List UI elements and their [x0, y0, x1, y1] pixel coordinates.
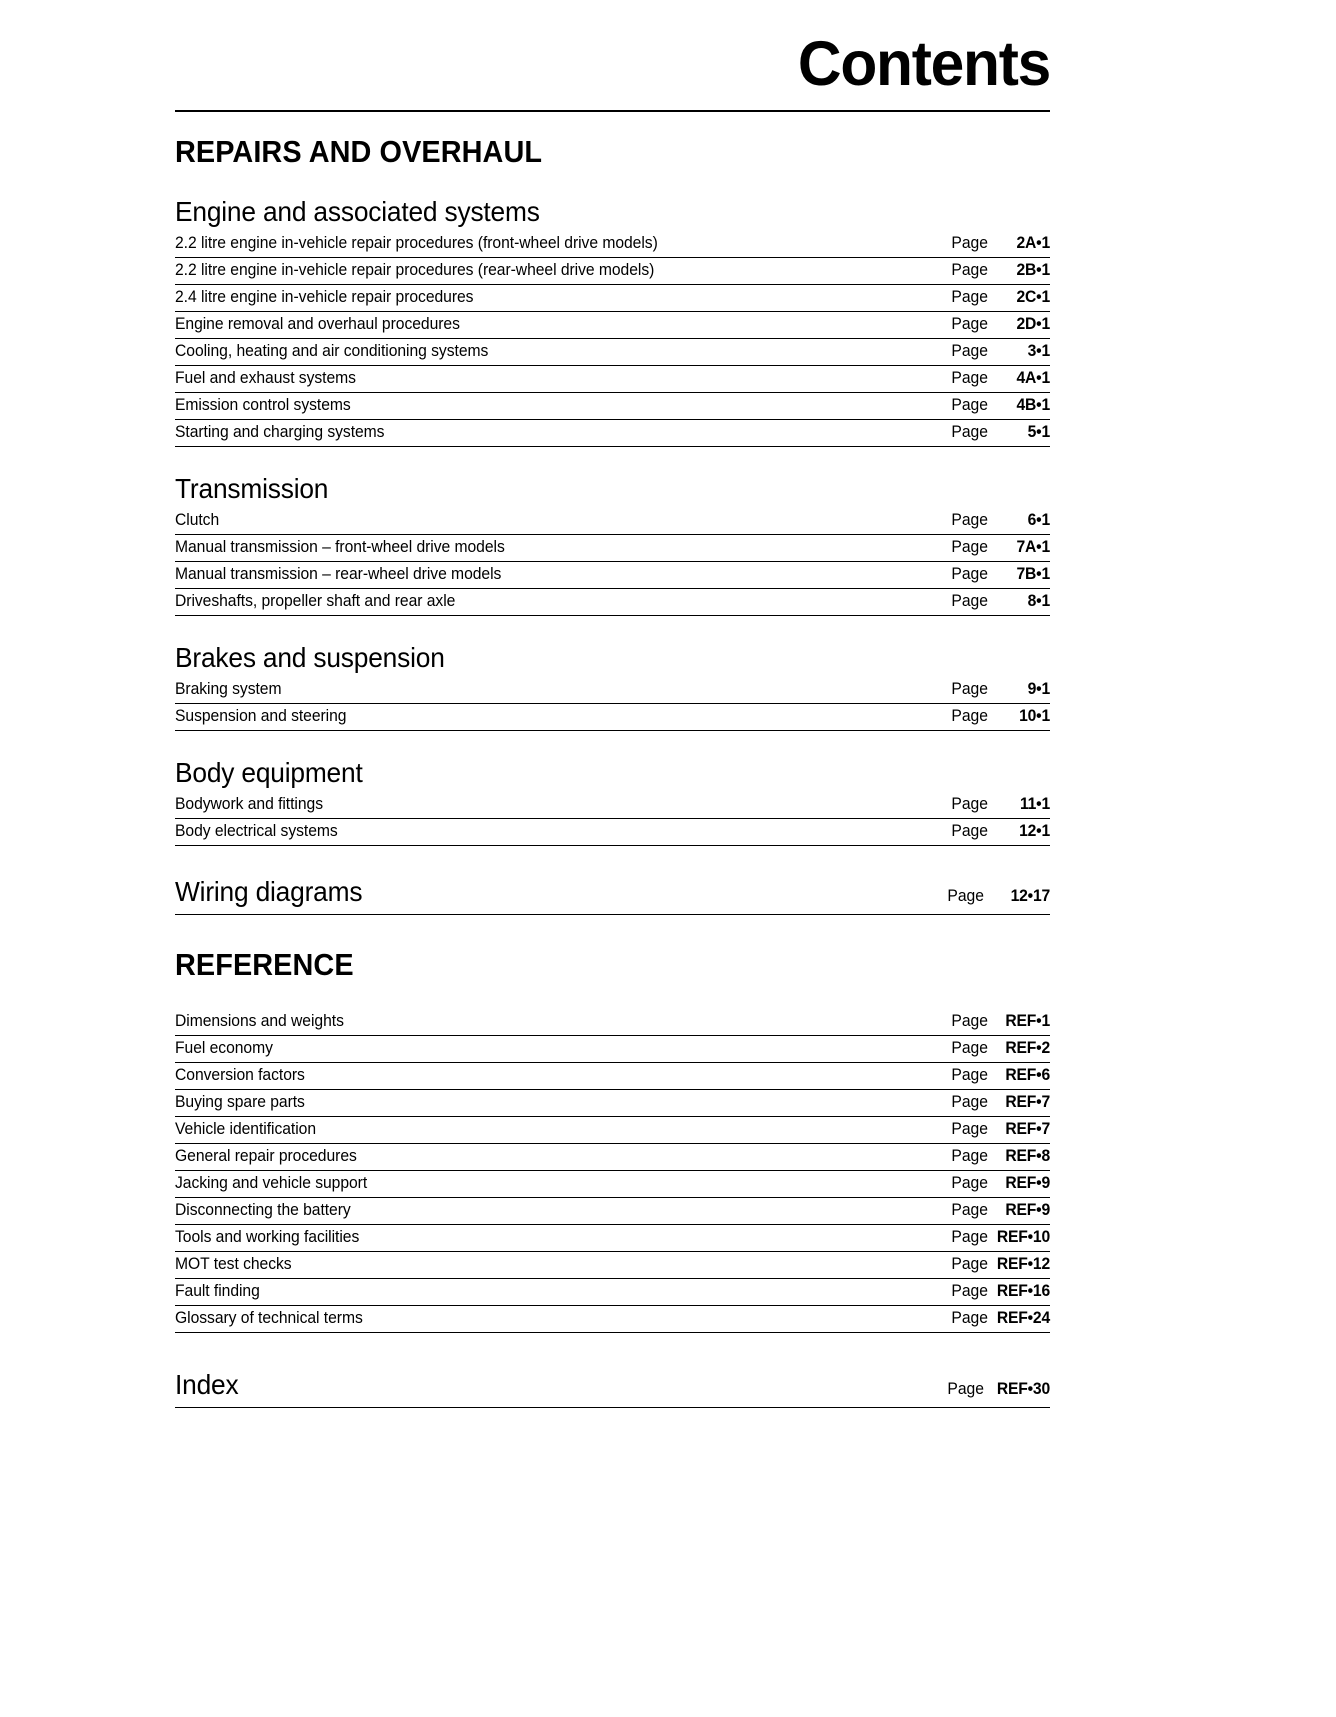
entry-label: Index	[175, 1368, 239, 1400]
entry-page	[932, 1380, 1050, 1399]
entry-divider	[175, 1407, 1050, 1408]
page-code: 12•17	[1010, 886, 1050, 905]
entry-label: Clutch	[175, 510, 220, 529]
entry-page	[932, 707, 1050, 726]
group-engine-and-associated-systems	[175, 196, 1050, 447]
entry-label: Fault finding	[175, 1281, 260, 1300]
page-word: Page	[951, 1038, 988, 1057]
entry-label: MOT test checks	[175, 1254, 292, 1273]
page-code: 4B•1	[1016, 395, 1050, 414]
entry-page	[932, 315, 1050, 334]
toc-entry[interactable]	[175, 1171, 1050, 1198]
toc-entry[interactable]	[175, 231, 1050, 258]
entry-page	[932, 1039, 1050, 1058]
entry-label: Suspension and steering	[175, 706, 347, 725]
entry-label: Disconnecting the battery	[175, 1200, 351, 1219]
page-code: REF•16	[996, 1281, 1050, 1300]
entry-page	[932, 592, 1050, 611]
page-code: REF•12	[996, 1254, 1050, 1273]
entry-page	[932, 538, 1050, 557]
entry-page	[932, 423, 1050, 442]
entry-label: Vehicle identification	[175, 1119, 317, 1138]
page-code: REF•24	[996, 1308, 1050, 1327]
section-reference	[175, 947, 1050, 1408]
entry-label: Starting and charging systems	[175, 422, 385, 441]
entry-page	[932, 1147, 1050, 1166]
page-code: REF•9	[1005, 1173, 1050, 1192]
page-word: Page	[951, 1092, 988, 1111]
group-heading: Brakes and suspension	[175, 641, 445, 673]
entry-label: Fuel and exhaust systems	[175, 368, 356, 387]
toc-entry[interactable]	[175, 819, 1050, 846]
entry-label: Body electrical systems	[175, 821, 338, 840]
group-heading: Transmission	[175, 472, 329, 504]
toc-entry[interactable]	[175, 535, 1050, 562]
page-code: REF•2	[1005, 1038, 1050, 1057]
toc-entry[interactable]	[175, 258, 1050, 285]
page-code: REF•10	[996, 1227, 1050, 1246]
entry-page	[932, 511, 1050, 530]
page-code: 6•1	[1027, 510, 1050, 529]
entry-label: Glossary of technical terms	[175, 1308, 363, 1327]
page-code: 12•1	[1019, 821, 1050, 840]
entry-page	[932, 1120, 1050, 1139]
page-word: Page	[951, 1227, 988, 1246]
entry-label: Engine removal and overhaul procedures	[175, 314, 460, 333]
toc-entry[interactable]	[175, 420, 1050, 447]
entry-label: Manual transmission – rear-wheel drive models	[175, 564, 502, 583]
toc-entry[interactable]	[175, 1306, 1050, 1333]
group-body-equipment	[175, 757, 1050, 846]
page-code: 2A•1	[1016, 233, 1050, 252]
entry-page	[932, 795, 1050, 814]
group-brakes-and-suspension	[175, 642, 1050, 731]
entry-label: Cooling, heating and air conditioning systems	[175, 341, 489, 360]
entry-label: Jacking and vehicle support	[175, 1173, 368, 1192]
page-word: Page	[951, 679, 988, 698]
entry-page	[932, 565, 1050, 584]
entry-page	[932, 1066, 1050, 1085]
entry-label: Conversion factors	[175, 1065, 305, 1084]
page-word: Page	[951, 821, 988, 840]
page-code: 2B•1	[1016, 260, 1050, 279]
toc-entry[interactable]	[175, 677, 1050, 704]
page-word: Page	[951, 422, 988, 441]
entry-page	[932, 1012, 1050, 1031]
entry-page	[932, 234, 1050, 253]
entry-label: 2.2 litre engine in-vehicle repair procedures (front-wheel drive models)	[175, 233, 658, 252]
entry-label: Dimensions and weights	[175, 1011, 344, 1030]
page-word: Page	[951, 564, 988, 583]
entry-label: Buying spare parts	[175, 1092, 305, 1111]
page-code: REF•7	[1005, 1092, 1050, 1111]
page-word: Page	[951, 510, 988, 529]
toc-entry[interactable]	[175, 792, 1050, 819]
page-word: Page	[951, 1146, 988, 1165]
toc-entry[interactable]	[175, 1144, 1050, 1171]
entry-label: Fuel economy	[175, 1038, 273, 1057]
toc-entry[interactable]	[175, 366, 1050, 393]
entry-page	[932, 369, 1050, 388]
page-code: REF•7	[1005, 1119, 1050, 1138]
toc-entry[interactable]	[175, 1090, 1050, 1117]
entry-page	[932, 1255, 1050, 1274]
page-word: Page	[947, 1379, 984, 1398]
entry-page	[932, 396, 1050, 415]
page-word: Page	[951, 260, 988, 279]
title-divider	[175, 110, 1050, 112]
entry-page	[932, 288, 1050, 307]
page-code: 5•1	[1027, 422, 1050, 441]
section-heading: REPAIRS AND OVERHAUL	[175, 133, 543, 169]
page-word: Page	[951, 368, 988, 387]
page-code: 3•1	[1027, 341, 1050, 360]
page-word: Page	[951, 287, 988, 306]
entry-divider	[175, 615, 1050, 616]
toc-entry-wiring-diagrams[interactable]	[175, 876, 1050, 915]
page-word: Page	[951, 1308, 988, 1327]
page-code: 9•1	[1027, 679, 1050, 698]
page-word: Page	[951, 1173, 988, 1192]
page-word: Page	[951, 794, 988, 813]
entry-label: Wiring diagrams	[175, 875, 363, 907]
page-code: 7B•1	[1016, 564, 1050, 583]
entry-divider	[175, 730, 1050, 731]
page-word: Page	[951, 314, 988, 333]
page-word: Page	[951, 341, 988, 360]
entry-page	[932, 1093, 1050, 1112]
entry-page	[932, 1201, 1050, 1220]
group-transmission	[175, 473, 1050, 616]
page-code: REF•1	[1005, 1011, 1050, 1030]
page-code: REF•8	[1005, 1146, 1050, 1165]
entry-page	[932, 1282, 1050, 1301]
entry-page	[932, 261, 1050, 280]
entry-page	[932, 1228, 1050, 1247]
entry-label: Driveshafts, propeller shaft and rear axle	[175, 591, 456, 610]
group-heading: Engine and associated systems	[175, 195, 540, 227]
group-reference-entries	[175, 1009, 1050, 1333]
entry-divider	[175, 914, 1050, 915]
toc-entry[interactable]	[175, 1252, 1050, 1279]
page-code: 2C•1	[1016, 287, 1050, 306]
entry-divider	[175, 845, 1050, 846]
page-code: 10•1	[1019, 706, 1050, 725]
entry-label: Manual transmission – front-wheel drive models	[175, 537, 505, 556]
toc-entry[interactable]	[175, 1036, 1050, 1063]
toc-entry[interactable]	[175, 285, 1050, 312]
toc-entry[interactable]	[175, 508, 1050, 535]
entry-page	[932, 822, 1050, 841]
toc-entry[interactable]	[175, 1009, 1050, 1036]
group-heading: Body equipment	[175, 756, 363, 788]
entry-label: General repair procedures	[175, 1146, 357, 1165]
page-word: Page	[951, 1281, 988, 1300]
entry-divider	[175, 446, 1050, 447]
page-code: 7A•1	[1016, 537, 1050, 556]
toc-entry[interactable]	[175, 1279, 1050, 1306]
section-heading: REFERENCE	[175, 946, 354, 982]
page-word: Page	[951, 1200, 988, 1219]
entry-page	[932, 887, 1050, 906]
entry-label: 2.2 litre engine in-vehicle repair procedures (rear-wheel drive models)	[175, 260, 655, 279]
toc-entry[interactable]	[175, 393, 1050, 420]
page-word: Page	[951, 706, 988, 725]
toc-entry[interactable]	[175, 312, 1050, 339]
toc-entry[interactable]	[175, 1198, 1050, 1225]
page-code: 11•1	[1019, 794, 1050, 813]
page-title: Contents	[797, 29, 1050, 99]
page-word: Page	[951, 233, 988, 252]
toc-entry[interactable]	[175, 339, 1050, 366]
spacer	[175, 983, 1050, 1009]
page-word: Page	[951, 1254, 988, 1273]
contents-page	[175, 0, 1050, 1408]
entry-label: Emission control systems	[175, 395, 351, 414]
page-code: REF•30	[996, 1379, 1050, 1398]
entry-label: Bodywork and fittings	[175, 794, 323, 813]
toc-entry[interactable]	[175, 704, 1050, 731]
toc-entry[interactable]	[175, 1117, 1050, 1144]
page-word: Page	[947, 886, 984, 905]
page-code: 4A•1	[1016, 368, 1050, 387]
entry-page	[932, 342, 1050, 361]
title-block	[175, 0, 1050, 112]
page-code: REF•9	[1005, 1200, 1050, 1219]
page-word: Page	[951, 1119, 988, 1138]
entry-page	[932, 1174, 1050, 1193]
page-word: Page	[951, 537, 988, 556]
page-word: Page	[951, 1011, 988, 1030]
section-repairs-and-overhaul	[175, 134, 1050, 915]
page-code: 8•1	[1027, 591, 1050, 610]
entry-label: Tools and working facilities	[175, 1227, 360, 1246]
page-word: Page	[951, 395, 988, 414]
toc-entry[interactable]	[175, 1225, 1050, 1252]
toc-entry[interactable]	[175, 589, 1050, 616]
toc-entry[interactable]	[175, 1063, 1050, 1090]
page-word: Page	[951, 591, 988, 610]
entry-page	[932, 1309, 1050, 1328]
entry-label: 2.4 litre engine in-vehicle repair procedures	[175, 287, 474, 306]
toc-entry-index[interactable]	[175, 1369, 1050, 1408]
page-code: REF•6	[1005, 1065, 1050, 1084]
entry-page	[932, 680, 1050, 699]
toc-entry[interactable]	[175, 562, 1050, 589]
page-code: 2D•1	[1016, 314, 1050, 333]
page-word: Page	[951, 1065, 988, 1084]
entry-divider	[175, 1332, 1050, 1333]
entry-label: Braking system	[175, 679, 282, 698]
